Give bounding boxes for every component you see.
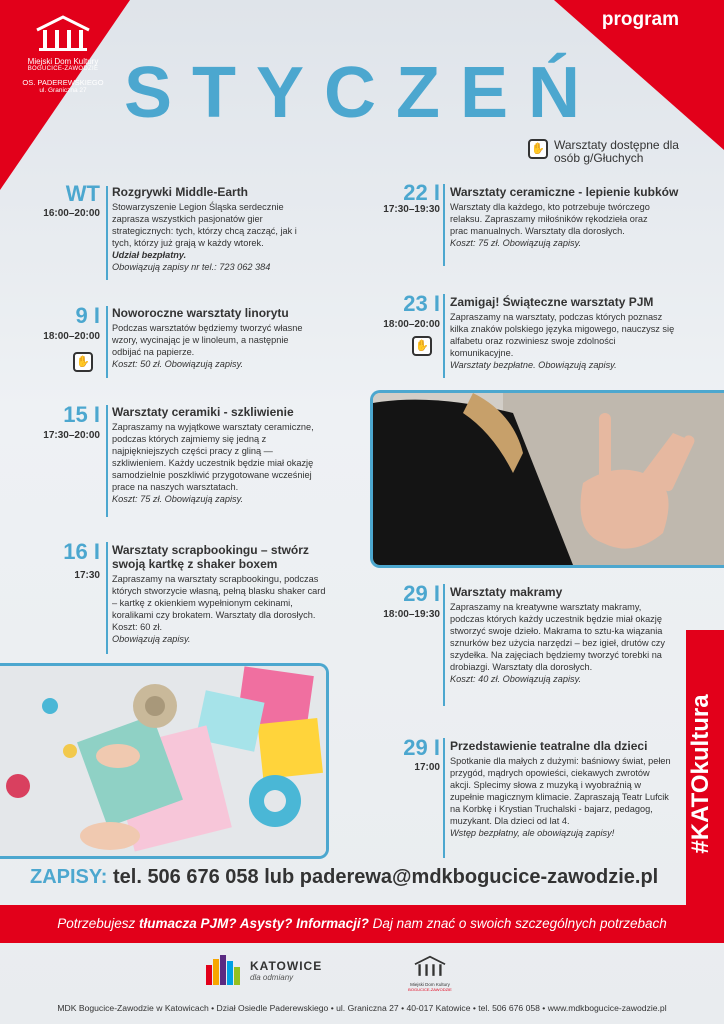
event-date: 29 I	[403, 581, 440, 606]
logo-line1: Miejski Dom Kultury	[27, 57, 99, 66]
katowice-logo-icon	[206, 955, 242, 985]
event-desc: Stowarzyszenie Legion Śląska serdecznie zaprasza wszystkich pasjonatów gier strategicznych: tych, którzy chcą zacząć, jak i tych, którzy już grają w każdy wtorek.	[112, 202, 297, 248]
house-logo-icon	[412, 955, 448, 977]
event-desc: Zapraszamy na wyjątkowe warsztaty ceramiczne, podczas których zajmiemy się jedną z najpiękniejszych części pracy z gliną — szkliwieniem. Każdy uczestnik będzie miał okazję samodzielnie poszkliwić przygotowane wcześniej prace na naszych warsztatach.	[112, 422, 314, 492]
event-title: Rozgrywki Middle-Earth	[112, 185, 249, 199]
event-body	[112, 573, 327, 645]
deaf-note-text: Warsztaty dostępne dla osób g/Głuchych	[554, 138, 679, 165]
deaf-hand-icon: ✋	[528, 139, 548, 159]
event-body	[450, 311, 675, 371]
event-date: 16 I	[63, 539, 100, 564]
event-date: 23 I	[403, 291, 440, 316]
katowice-tag: dla odmiany	[250, 972, 294, 982]
event-date: 9 I	[75, 303, 100, 328]
event-note: Koszt: 40 zł. Obowiązują zapisy.	[450, 674, 582, 684]
event-body	[112, 421, 322, 505]
event-time: 18:00–19:30	[383, 609, 440, 620]
banner-part-c: Daj nam znać o swoich szczególnych potrzebach	[368, 916, 667, 931]
scrapbooking-illustration	[0, 666, 326, 856]
event-desc: Spotkanie dla małych z dużymi: baśniowy świat, pełen przygód, mądrych opowieści, ciekawych zwrotów akcji. Splecimy słowa z muzyką i wyobraźnią w zupełnie magicznym klimacie. Zapraszają Teatr Lufcik na Korbkę i Krystian Truchalski - bajarz, pedagog, muzykant. Dla dzieci od lat 4.	[450, 756, 671, 826]
event-body	[450, 601, 672, 685]
event-note: Koszt: 75 zł. Obowiązują zapisy.	[450, 238, 582, 248]
event-time: 17:30	[74, 570, 100, 581]
registration-label: ZAPISY:	[30, 866, 108, 888]
footer-text: MDK Bogucice-Zawodzie w Katowicach • Dział Osiedle Paderewskiego • ul. Graniczna 27 • 40-017 Katowice • tel. 506 676 058 • www.mdkbogucice-zawodzie.pl	[57, 1003, 667, 1013]
event-desc: Zapraszamy na warsztaty scrapbookingu, podczas których stworzycie własną, pełną blasku shaker card – kartkę z okienkiem wypełnionym cekinami, koralikami czy brokatem. Warsztaty dla dorosłych. Koszt: 60 zł.	[112, 574, 326, 632]
needs-banner	[0, 905, 724, 943]
event-time: 17:00	[414, 762, 440, 773]
divider	[443, 738, 445, 858]
event-time: 17:30–19:30	[383, 204, 440, 215]
event-body	[450, 201, 665, 249]
event-body	[450, 755, 672, 839]
event-title: Warsztaty scrapbookingu – stwórz swoją kartkę z shaker boxem	[112, 543, 309, 571]
event-body	[112, 201, 317, 273]
event-title: Zamigaj! Świąteczne warsztaty PJM	[450, 295, 654, 309]
deaf-note	[528, 139, 694, 165]
side-hashtag: #KATOkultura	[687, 694, 714, 854]
logo-line3: OS. PADEREWSKIEGO	[22, 78, 104, 87]
banner-part-b: tłumacza PJM? Asysty? Informacji?	[139, 916, 369, 931]
event-desc: Zapraszamy na warsztaty, podczas których poznasz kilka znaków polskiego języka migowego, nauczysz się alfabetu oraz rozwiniesz swoje zdolności komunikacyjne.	[450, 312, 675, 358]
house-logo-icon	[35, 14, 91, 52]
banner-part-a: Potrzebujesz	[57, 916, 140, 931]
event-title: Przedstawienie teatralne dla dzieci	[450, 739, 648, 753]
logo-line4: ul. Graniczna 27	[39, 87, 87, 94]
event-desc: Zapraszamy na kreatywne warsztaty makramy, podczas których każdy uczestnik będzie miał okazję stworzyć swoje dzieło. Makrama to sztu-ka wiązania sznurków bez użycia narzędzi – bez igieł, drutów czy szydełka. Na zajęciach będziemy tworzyć torebki na drobiazgi. Warsztaty dla dorosłych.	[450, 602, 665, 672]
event-note: Wstęp bezpłatny, ale obowiązują zapisy!	[450, 828, 615, 838]
sign-language-photo	[370, 390, 724, 568]
event-date: WT	[65, 181, 100, 206]
katowice-name: KATOWICE	[250, 958, 323, 973]
event-desc: Podczas warsztatów będziemy tworzyć własne wzory, wycinając je w linoleum, a następnie odbijać na papierze.	[112, 323, 303, 357]
event-time: 16:00–20:00	[43, 208, 100, 219]
registration-contact[interactable]: tel. 506 676 058 lub paderewa@mdkbogucice-zawodzie.pl	[112, 866, 659, 888]
sign-language-illustration	[373, 393, 724, 565]
divider	[443, 184, 445, 266]
event-title: Noworoczne warsztaty linorytu	[112, 306, 289, 320]
logo2-line1: Miejski Dom Kultury	[410, 982, 450, 987]
event-date: 29 I	[403, 735, 440, 760]
event-title: Warsztaty ceramiki - szkliwienie	[112, 405, 294, 419]
event-note: Obowiązują zapisy.	[112, 634, 191, 644]
event-note: Warsztaty bezpłatne. Obowiązują zapisy.	[450, 360, 617, 370]
registration-line	[30, 866, 658, 889]
scrapbooking-photo	[0, 663, 329, 859]
month-title: STYCZEŃ	[123, 53, 601, 133]
divider	[106, 405, 108, 517]
divider	[106, 306, 108, 378]
divider	[106, 186, 108, 280]
divider	[106, 542, 108, 654]
deaf-hand-icon: ✋	[412, 336, 432, 356]
logo2-line2: BOGUCICE-ZAWODZIE	[408, 987, 452, 992]
deaf-hand-icon: ✋	[73, 352, 93, 372]
event-body	[112, 322, 317, 370]
event-date: 22 I	[403, 180, 440, 205]
event-time: 18:00–20:00	[43, 331, 100, 342]
logo-line2: BOGUCICE-ZAWODZIE	[27, 66, 99, 72]
event-note: Udział bezpłatny.	[112, 250, 187, 260]
event-title: Warsztaty makramy	[450, 585, 563, 599]
divider	[443, 294, 445, 378]
event-desc: Warsztaty dla każdego, kto potrzebuje twórczego relaksu. Zapraszamy miłośników rękodzieła oraz prac manualnych. Warsztaty dla dorosłych.	[450, 202, 650, 236]
event-time: 17:30–20:00	[43, 430, 100, 441]
divider	[443, 584, 445, 706]
event-note: Koszt: 50 zł. Obowiązują zapisy.	[112, 359, 244, 369]
event-time: 18:00–20:00	[383, 319, 440, 330]
event-date: 15 I	[63, 402, 100, 427]
katowice-logo	[206, 955, 322, 985]
program-label: program	[601, 9, 679, 30]
event-note: Koszt: 75 zł. Obowiązują zapisy.	[112, 494, 244, 504]
mdk-logo-bottom	[400, 955, 460, 992]
event-note2: Obowiązują zapisy nr tel.: 723 062 384	[112, 262, 271, 272]
event-title: Warsztaty ceramiczne - lepienie kubków	[450, 185, 679, 199]
